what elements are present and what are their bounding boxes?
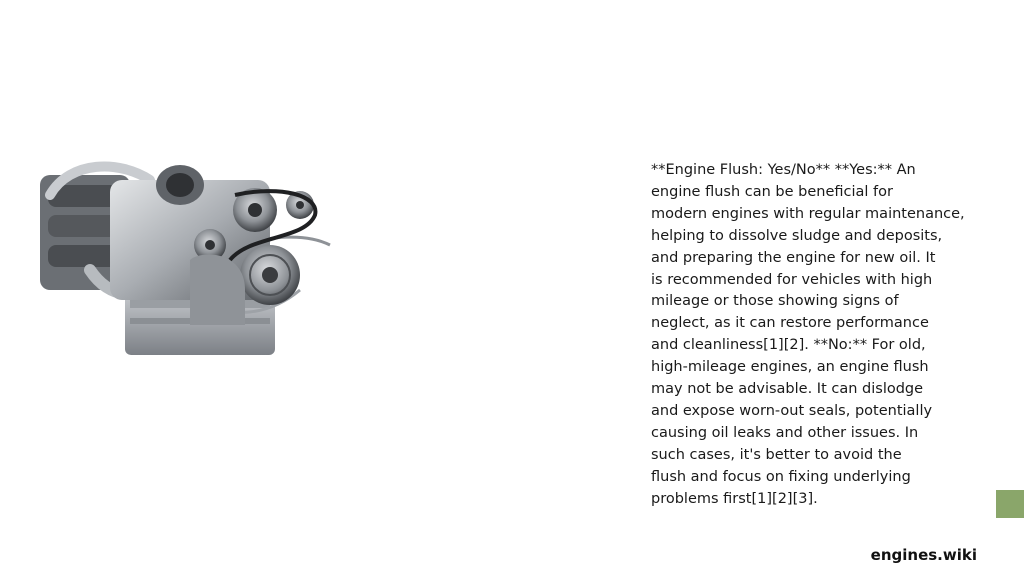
site-label[interactable]: engines.wiki — [870, 546, 977, 564]
accent-block — [996, 490, 1024, 518]
engine-photo-icon — [30, 150, 340, 360]
body-text: **Engine Flush: Yes/No** **Yes:** An engine flush can be beneficial for modern engines with regular maintenance, helping to dissolve sludge and deposits, and preparing the engine for new oil. It is recommended for vehicles with high mileage or those showing signs of neglect, as it can restore performance and cleanliness[1][2]. **No:** For old, high-mileage engines, an engine flush may not be advisable. It can dislodge and expose worn-out seals, potentially causing oil leaks and other issues. In such cases, it's better to avoid the flush and focus on fixing underlying problems first[1][2][3]. — [651, 162, 965, 507]
